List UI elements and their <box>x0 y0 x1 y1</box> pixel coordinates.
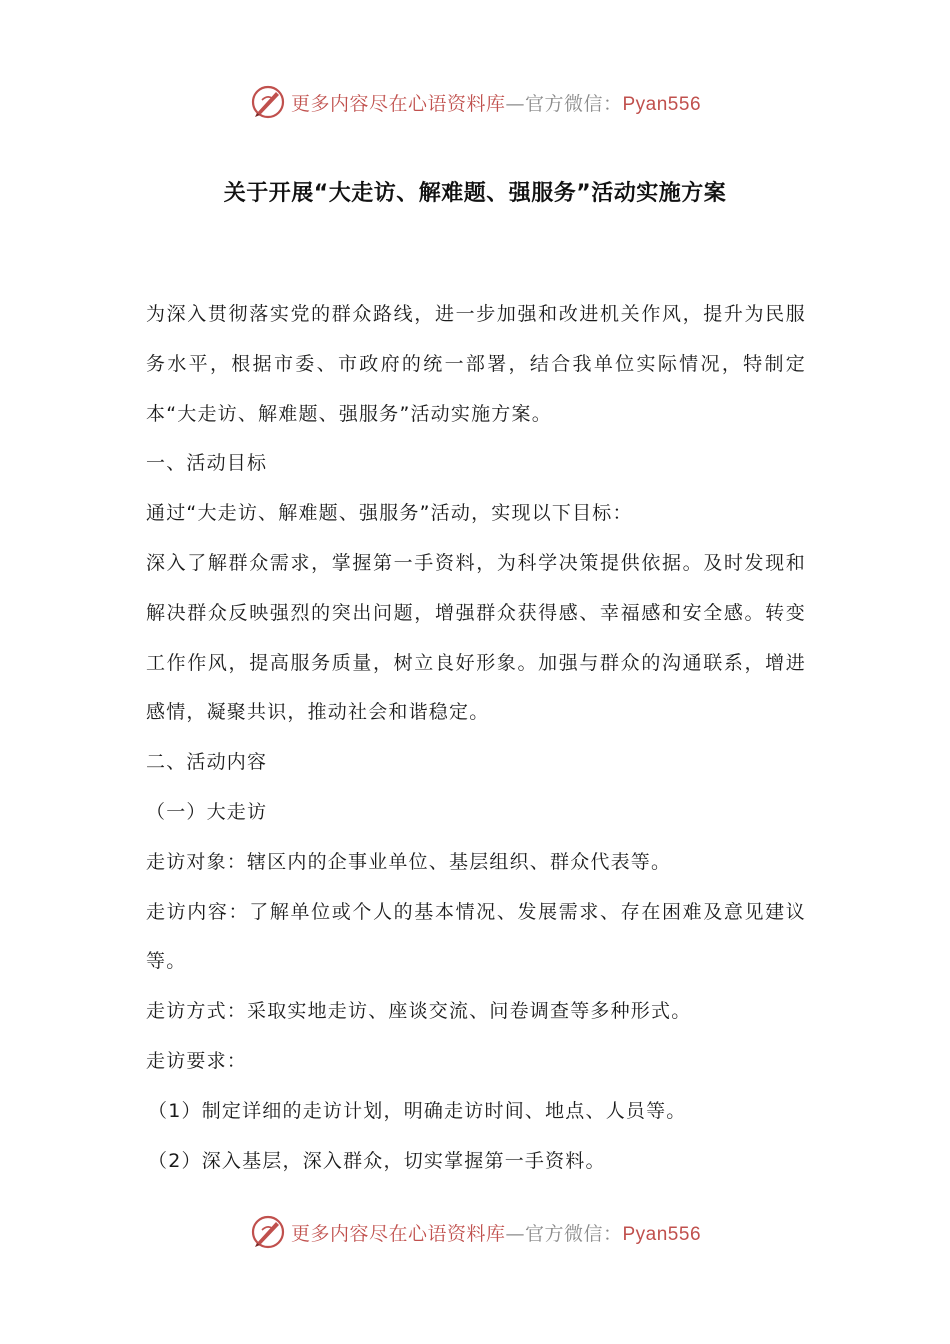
footer-watermark-banner <box>0 1210 950 1254</box>
paragraph-visit-methods: 走访方式：采取实地走访、座谈交流、问卷调查等多种形式。 <box>146 1000 692 1023</box>
list-item-requirement-1: （1）制定详细的走访计划，明确走访时间、地点、人员等。 <box>148 1099 687 1122</box>
banner-wechat-label: —官方微信： <box>505 1222 623 1245</box>
banner-wechat-id: Pyan556 <box>622 93 702 115</box>
pen-logo-icon <box>249 83 287 121</box>
list-item-requirement-2: （2）深入基层，深入群众，切实掌握第一手资料。 <box>148 1149 606 1172</box>
subheading-visits: （一）大走访 <box>146 800 268 823</box>
banner-site-name: 更多内容尽在心语资料库 <box>290 92 506 115</box>
banner-site-name: 更多内容尽在心语资料库 <box>290 1222 506 1245</box>
paragraph-visit-content: 走访内容：了解单位或个人的基本情况、发展需求、存在困难及意见建议等。 <box>146 900 806 973</box>
paragraph-intro: 为深入贯彻落实党的群众路线，进一步加强和改进机关作风，提升为民服务水平，根据市委、市政府的统一部署，结合我单位实际情况，特制定本“大走访、解难题、强服务”活动实施方案。 <box>146 303 806 425</box>
document-body <box>146 290 806 1186</box>
paragraph-visit-targets: 走访对象：辖区内的企事业单位、基层组织、群众代表等。 <box>146 850 672 873</box>
pen-logo-icon <box>249 1213 287 1251</box>
banner-wechat-id: Pyan556 <box>622 1223 702 1245</box>
banner-text <box>291 1219 701 1246</box>
header-watermark-banner <box>0 80 950 124</box>
paragraph-goals-detail: 深入了解群众需求，掌握第一手资料，为科学决策提供依据。及时发现和解决群众反映强烈的突出问题，增强群众获得感、幸福感和安全感。转变工作作风，提高服务质量，树立良好形象。加强与群众的沟通联系，增进感情，凝聚共识，推动社会和谐稳定。 <box>146 551 806 724</box>
banner-wechat-label: —官方微信： <box>505 92 623 115</box>
heading-goals: 一、活动目标 <box>146 452 268 475</box>
heading-content: 二、活动内容 <box>146 751 268 774</box>
paragraph-goals-intro: 通过“大走访、解难题、强服务”活动，实现以下目标： <box>146 502 633 525</box>
document-title: 关于开展“大走访、解难题、强服务”活动实施方案 <box>223 181 727 206</box>
paragraph-visit-requirements: 走访要求： <box>146 1049 248 1072</box>
banner-text <box>291 89 701 116</box>
